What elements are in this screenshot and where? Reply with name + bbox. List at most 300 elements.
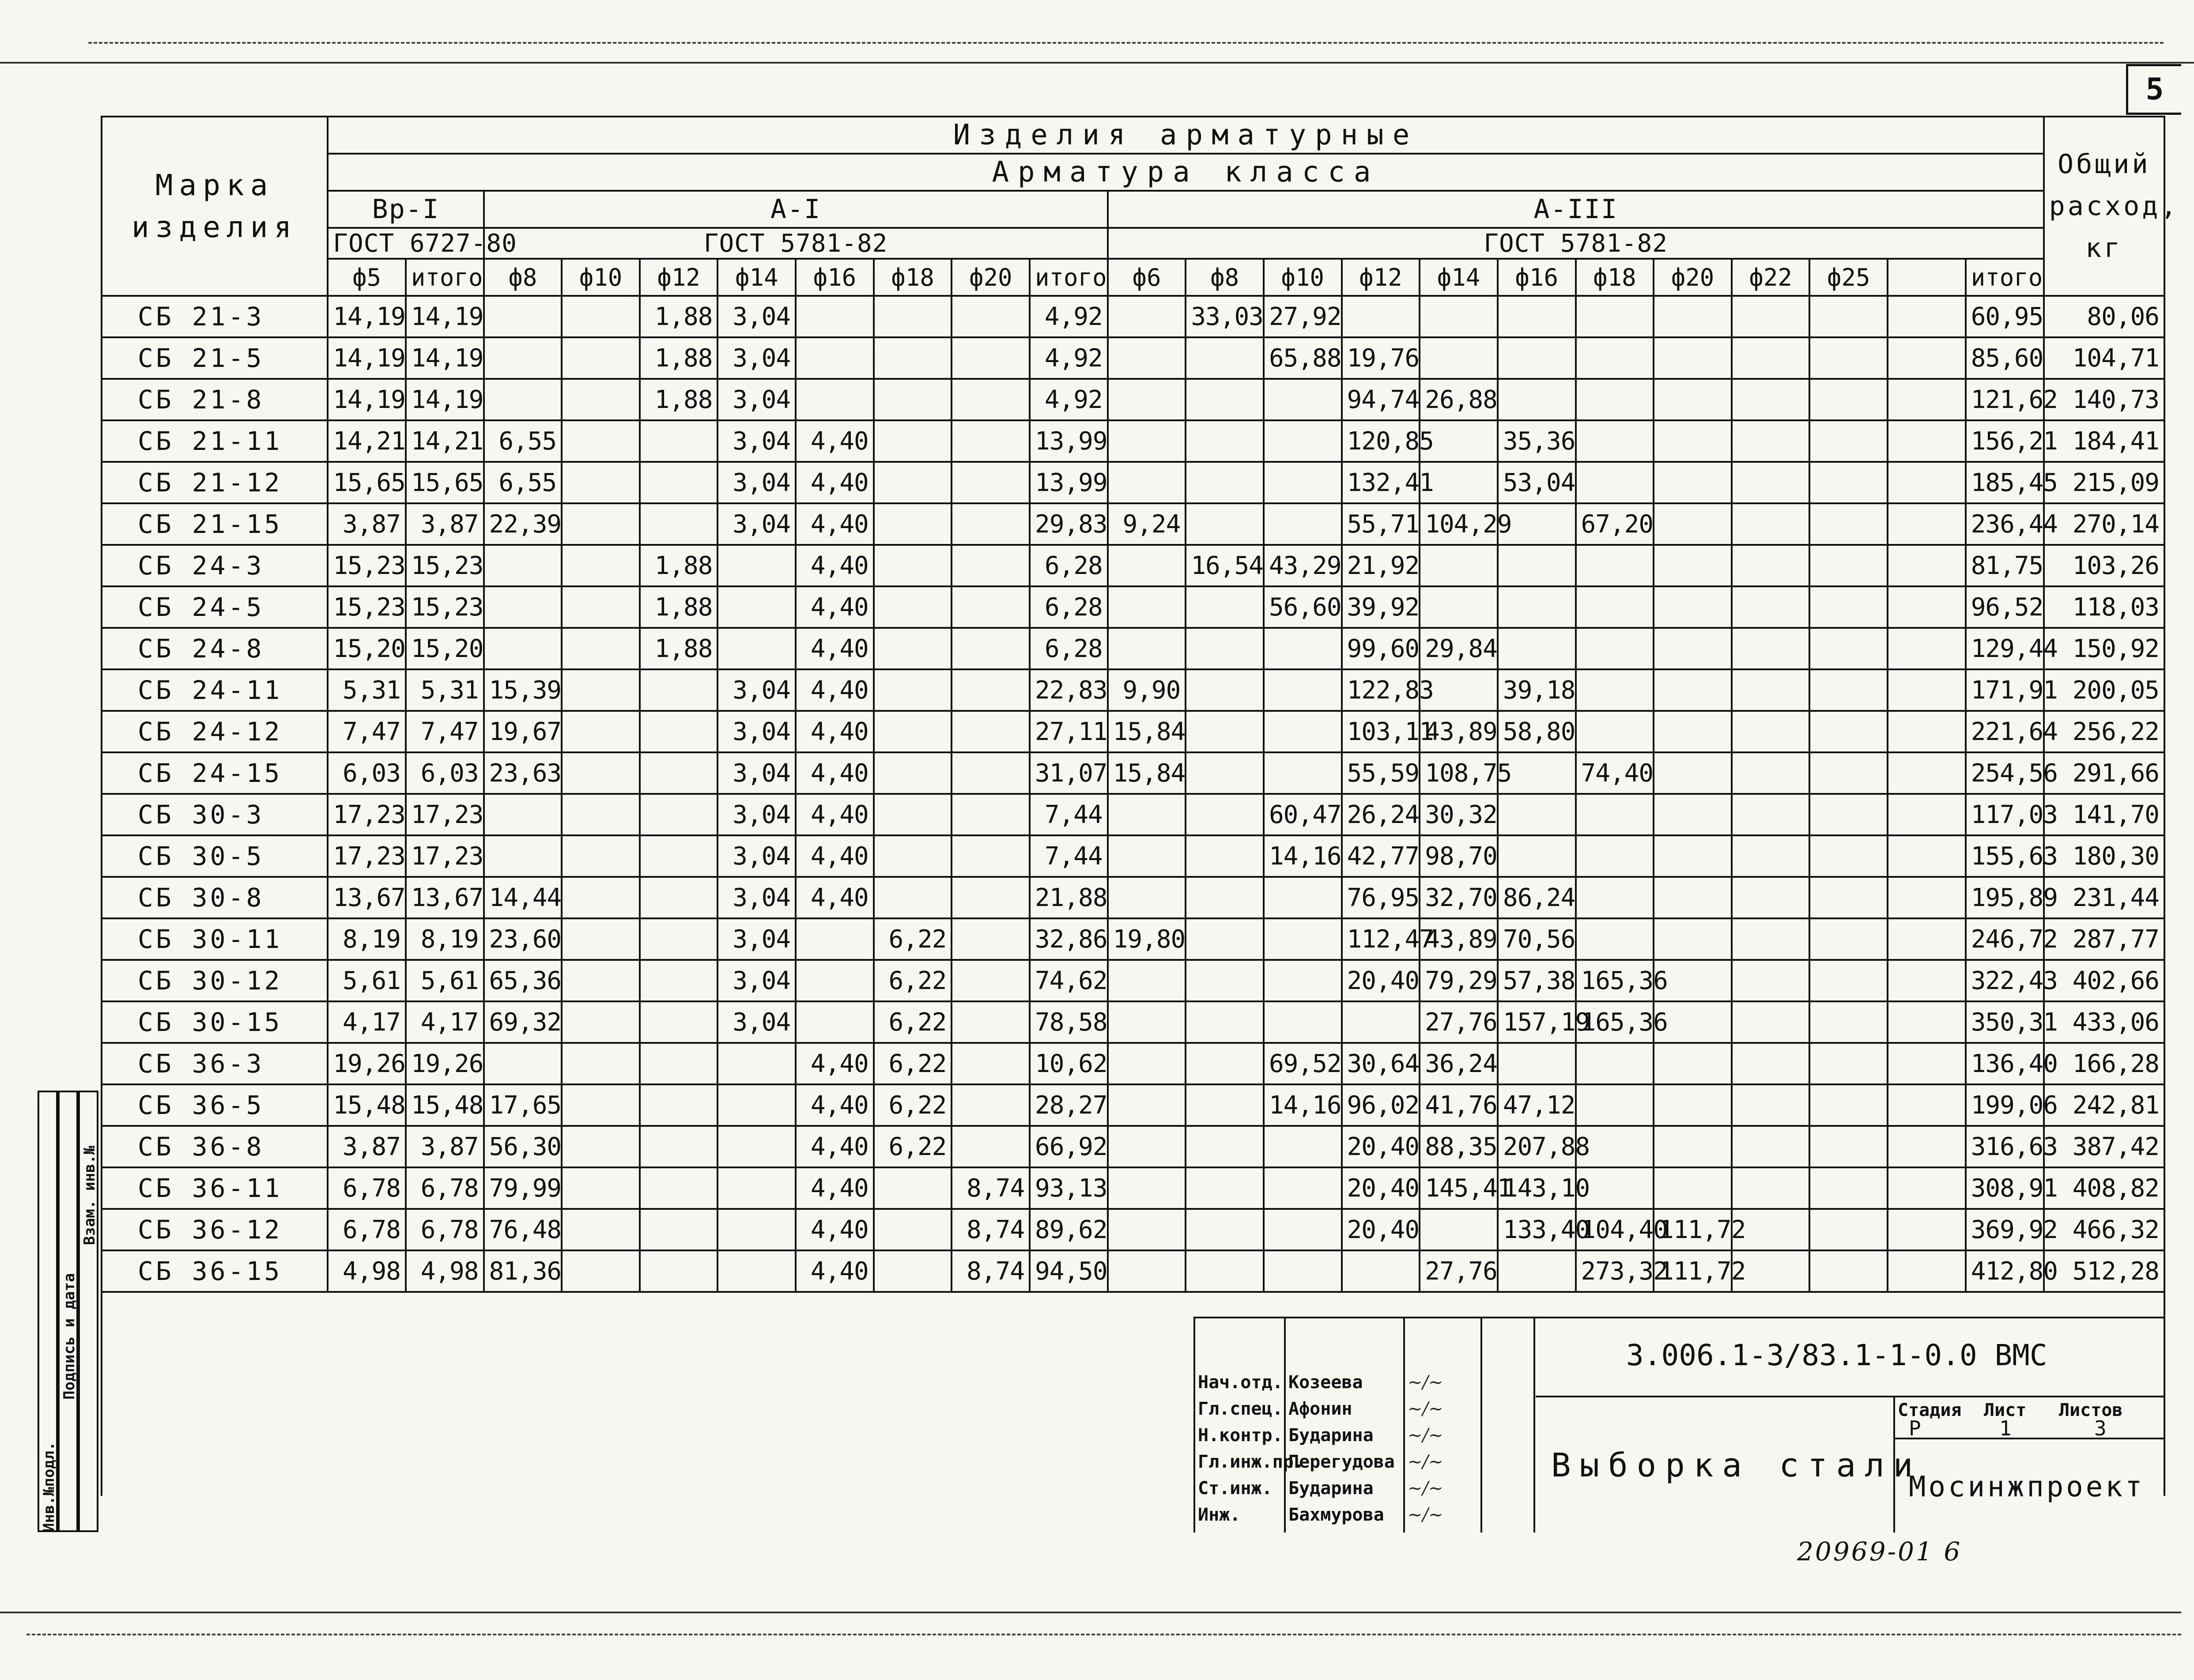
mass-cell: 55,59 bbox=[1342, 752, 1420, 794]
mass-cell bbox=[1264, 1250, 1342, 1292]
mass-cell: 3,87 bbox=[406, 503, 484, 545]
mass-cell bbox=[640, 503, 718, 545]
column-header-10: ф6 bbox=[1108, 259, 1186, 296]
mass-cell: 112,47 bbox=[1342, 918, 1420, 960]
mass-cell bbox=[1888, 296, 1966, 337]
table-row bbox=[102, 628, 2164, 669]
mass-cell: 150,92 bbox=[2044, 628, 2164, 669]
products-header: Изделия арматурные bbox=[328, 117, 2043, 154]
mass-cell bbox=[1576, 462, 1654, 503]
mass-cell: 104,29 bbox=[1420, 503, 1498, 545]
column-header-19: ф25 bbox=[1809, 259, 1888, 296]
mass-cell: 1,88 bbox=[640, 296, 718, 337]
mass-cell bbox=[1732, 1167, 1810, 1209]
product-mark-cell: СБ 24-3 bbox=[102, 545, 328, 586]
mass-cell bbox=[1732, 794, 1810, 835]
mass-cell: 1,88 bbox=[640, 337, 718, 379]
group-a1: A-I bbox=[484, 191, 1108, 228]
mass-cell: 14,19 bbox=[406, 379, 484, 420]
mass-cell: 171,91 bbox=[1966, 669, 2044, 711]
mass-cell bbox=[1809, 420, 1888, 462]
mass-cell bbox=[1576, 586, 1654, 628]
table-row bbox=[102, 1126, 2164, 1167]
mass-cell bbox=[562, 1043, 640, 1084]
mass-cell: 103,26 bbox=[2044, 545, 2164, 586]
mass-cell bbox=[1576, 379, 1654, 420]
column-header-18: ф22 bbox=[1732, 259, 1810, 296]
mass-cell bbox=[874, 545, 952, 586]
mass-cell bbox=[1809, 545, 1888, 586]
mass-cell bbox=[717, 1043, 796, 1084]
mass-cell bbox=[1264, 1126, 1342, 1167]
product-mark-cell: СБ 24-12 bbox=[102, 711, 328, 752]
mass-cell: 322,43 bbox=[1966, 960, 2044, 1001]
mass-cell bbox=[640, 960, 718, 1001]
mass-cell bbox=[952, 1084, 1030, 1126]
mass-cell bbox=[1654, 794, 1732, 835]
mass-cell bbox=[1186, 1043, 1264, 1084]
mass-cell bbox=[1654, 1167, 1732, 1209]
mass-cell: 56,60 bbox=[1264, 586, 1342, 628]
mass-cell: 254,56 bbox=[1966, 752, 2044, 794]
mass-cell: 14,19 bbox=[328, 337, 406, 379]
mass-cell bbox=[874, 337, 952, 379]
mass-cell bbox=[1888, 586, 1966, 628]
mass-cell bbox=[1342, 1250, 1420, 1292]
mass-cell bbox=[640, 420, 718, 462]
mass-cell: 6,03 bbox=[406, 752, 484, 794]
mass-cell bbox=[1498, 835, 1576, 877]
mass-cell bbox=[1264, 1001, 1342, 1043]
mass-cell: 108,75 bbox=[1420, 752, 1498, 794]
mass-cell bbox=[640, 752, 718, 794]
mass-cell: 4,98 bbox=[406, 1250, 484, 1292]
mass-cell bbox=[952, 337, 1030, 379]
mass-cell bbox=[1888, 877, 1966, 918]
table-row bbox=[102, 1001, 2164, 1043]
mass-cell: 17,65 bbox=[484, 1084, 562, 1126]
mass-cell bbox=[1888, 1084, 1966, 1126]
mass-cell: 3,04 bbox=[717, 711, 796, 752]
mass-cell: 3,04 bbox=[717, 960, 796, 1001]
mass-cell: 9,24 bbox=[1108, 503, 1186, 545]
mass-cell: 4,40 bbox=[796, 835, 874, 877]
mass-cell: 412,80 bbox=[1966, 1250, 2044, 1292]
mass-cell bbox=[1264, 669, 1342, 711]
mass-cell bbox=[1654, 835, 1732, 877]
mass-cell bbox=[1420, 545, 1498, 586]
mass-cell: 27,76 bbox=[1420, 1001, 1498, 1043]
mass-cell bbox=[562, 794, 640, 835]
mass-cell: 4,40 bbox=[796, 1043, 874, 1084]
mass-cell: 96,02 bbox=[1342, 1084, 1420, 1126]
product-mark-cell: СБ 21-11 bbox=[102, 420, 328, 462]
mass-cell bbox=[640, 918, 718, 960]
mass-cell: 69,32 bbox=[484, 1001, 562, 1043]
signature-names: Козеева Афонин Бударина Перегудова Бударина Бахмурова bbox=[1288, 1372, 1395, 1525]
mass-cell: 120,85 bbox=[1342, 420, 1420, 462]
table-row bbox=[102, 296, 2164, 337]
mass-cell: 88,35 bbox=[1420, 1126, 1498, 1167]
side-replace-label: Взам. инв.№ bbox=[81, 1145, 98, 1245]
mass-cell: 6,55 bbox=[484, 420, 562, 462]
product-mark-cell: СБ 36-12 bbox=[102, 1209, 328, 1250]
table-row bbox=[102, 462, 2164, 503]
mass-cell: 80,06 bbox=[2044, 296, 2164, 337]
mass-cell bbox=[952, 296, 1030, 337]
mass-cell: 1,88 bbox=[640, 628, 718, 669]
mass-cell bbox=[1420, 337, 1498, 379]
mass-cell: 4,40 bbox=[796, 462, 874, 503]
mass-cell bbox=[562, 337, 640, 379]
steel-specification-table bbox=[101, 116, 2179, 1496]
mass-cell: 4,40 bbox=[796, 420, 874, 462]
mass-cell bbox=[1888, 752, 1966, 794]
mass-cell bbox=[1576, 337, 1654, 379]
mass-cell bbox=[1888, 1250, 1966, 1292]
mass-cell: 20,40 bbox=[1342, 1209, 1420, 1250]
mass-cell: 43,29 bbox=[1264, 545, 1342, 586]
mass-cell bbox=[1654, 462, 1732, 503]
column-header-9: итого bbox=[1030, 259, 1108, 296]
mass-cell bbox=[1888, 794, 1966, 835]
mass-cell bbox=[484, 296, 562, 337]
group-a3: A-III bbox=[1108, 191, 2044, 228]
product-mark-cell: СБ 30-8 bbox=[102, 877, 328, 918]
mass-cell bbox=[952, 1043, 1030, 1084]
mass-cell: 14,19 bbox=[328, 296, 406, 337]
product-mark-cell: СБ 36-5 bbox=[102, 1084, 328, 1126]
mass-cell: 67,20 bbox=[1576, 503, 1654, 545]
mass-cell: 6,22 bbox=[874, 1001, 952, 1043]
mass-cell: 14,19 bbox=[406, 337, 484, 379]
mass-cell: 6,28 bbox=[1030, 628, 1108, 669]
mass-cell: 60,47 bbox=[1264, 794, 1342, 835]
mass-cell: 19,26 bbox=[406, 1043, 484, 1084]
mass-cell: 22,39 bbox=[484, 503, 562, 545]
mass-cell bbox=[1108, 877, 1186, 918]
mass-cell bbox=[562, 752, 640, 794]
mass-cell bbox=[1264, 628, 1342, 669]
mass-cell: 74,62 bbox=[1030, 960, 1108, 1001]
mass-cell bbox=[484, 628, 562, 669]
mass-cell bbox=[562, 1084, 640, 1126]
mass-cell bbox=[1108, 1209, 1186, 1250]
mass-cell bbox=[717, 586, 796, 628]
column-header-0: ф5 bbox=[328, 259, 406, 296]
column-header-17: ф20 bbox=[1654, 259, 1732, 296]
mass-cell: 39,18 bbox=[1498, 669, 1576, 711]
bottom-edge-line bbox=[0, 1612, 2181, 1613]
mass-cell bbox=[952, 462, 1030, 503]
mass-cell: 143,10 bbox=[1498, 1167, 1576, 1209]
product-mark-cell: СБ 30-15 bbox=[102, 1001, 328, 1043]
mass-cell: 15,20 bbox=[328, 628, 406, 669]
mass-cell: 27,11 bbox=[1030, 711, 1108, 752]
mass-cell: 15,84 bbox=[1108, 711, 1186, 752]
mass-cell bbox=[1186, 669, 1264, 711]
mass-cell bbox=[1888, 918, 1966, 960]
mass-cell bbox=[640, 711, 718, 752]
mass-cell bbox=[1576, 794, 1654, 835]
mass-cell: 56,30 bbox=[484, 1126, 562, 1167]
mass-cell: 14,16 bbox=[1264, 1084, 1342, 1126]
mass-cell: 8,19 bbox=[406, 918, 484, 960]
mass-cell bbox=[874, 1167, 952, 1209]
mass-cell bbox=[874, 711, 952, 752]
mass-cell bbox=[640, 1084, 718, 1126]
mass-cell bbox=[1732, 545, 1810, 586]
column-header-5: ф14 bbox=[717, 259, 796, 296]
mass-cell: 86,24 bbox=[1498, 877, 1576, 918]
mass-cell bbox=[1186, 1126, 1264, 1167]
mass-cell bbox=[796, 379, 874, 420]
gost-bp1: ГОСТ 6727-80 bbox=[328, 228, 483, 259]
mass-cell bbox=[640, 877, 718, 918]
mass-cell bbox=[952, 711, 1030, 752]
mass-cell: 20,40 bbox=[1342, 1126, 1420, 1167]
sheet-value: 1 bbox=[1999, 1416, 2012, 1440]
mass-cell bbox=[1888, 835, 1966, 877]
mass-cell bbox=[1498, 296, 1576, 337]
mass-cell: 9,90 bbox=[1108, 669, 1186, 711]
mass-cell: 231,44 bbox=[2044, 877, 2164, 918]
mass-cell: 3,87 bbox=[406, 1126, 484, 1167]
mass-cell bbox=[1264, 1167, 1342, 1209]
mass-cell: 94,74 bbox=[1342, 379, 1420, 420]
table-row bbox=[102, 711, 2164, 752]
mass-cell: 28,27 bbox=[1030, 1084, 1108, 1126]
mass-cell bbox=[1186, 1084, 1264, 1126]
mass-cell bbox=[1809, 1209, 1888, 1250]
mass-cell: 29,84 bbox=[1420, 628, 1498, 669]
mass-cell bbox=[1186, 1167, 1264, 1209]
mass-cell: 15,23 bbox=[406, 545, 484, 586]
mass-cell: 195,89 bbox=[1966, 877, 2044, 918]
mass-cell: 141,70 bbox=[2044, 794, 2164, 835]
column-header-1: итого bbox=[406, 259, 484, 296]
mass-cell bbox=[562, 835, 640, 877]
mass-cell bbox=[1186, 379, 1264, 420]
column-header-21: итого bbox=[1966, 259, 2044, 296]
mass-cell: 3,87 bbox=[328, 503, 406, 545]
mass-cell: 99,60 bbox=[1342, 628, 1420, 669]
mass-cell bbox=[1809, 711, 1888, 752]
mass-cell bbox=[1888, 1001, 1966, 1043]
mass-cell bbox=[1809, 379, 1888, 420]
mass-cell: 47,12 bbox=[1498, 1084, 1576, 1126]
mass-cell bbox=[1809, 628, 1888, 669]
mass-cell: 1,88 bbox=[640, 379, 718, 420]
mass-cell: 4,92 bbox=[1030, 337, 1108, 379]
mass-cell bbox=[952, 1001, 1030, 1043]
mass-cell bbox=[874, 462, 952, 503]
mass-cell: 4,98 bbox=[328, 1250, 406, 1292]
mass-cell bbox=[1809, 462, 1888, 503]
mass-cell bbox=[1654, 628, 1732, 669]
mass-cell: 70,56 bbox=[1498, 918, 1576, 960]
mass-cell: 3,04 bbox=[717, 669, 796, 711]
mass-cell: 5,61 bbox=[406, 960, 484, 1001]
column-header-8: ф20 bbox=[952, 259, 1030, 296]
mass-cell: 4,40 bbox=[796, 545, 874, 586]
table-row bbox=[102, 669, 2164, 711]
mass-cell: 199,06 bbox=[1966, 1084, 2044, 1126]
mass-cell: 79,29 bbox=[1420, 960, 1498, 1001]
mass-cell bbox=[1186, 420, 1264, 462]
mass-cell: 132,41 bbox=[1342, 462, 1420, 503]
mass-cell: 22,83 bbox=[1030, 669, 1108, 711]
mass-cell bbox=[1264, 960, 1342, 1001]
product-mark-cell: СБ 21-5 bbox=[102, 337, 328, 379]
product-mark-cell: СБ 36-11 bbox=[102, 1167, 328, 1209]
mass-cell bbox=[1732, 420, 1810, 462]
table-row bbox=[102, 1043, 2164, 1084]
mass-cell bbox=[717, 1167, 796, 1209]
mass-cell bbox=[1732, 1001, 1810, 1043]
mass-cell bbox=[640, 1126, 718, 1167]
product-mark-cell: СБ 24-8 bbox=[102, 628, 328, 669]
mass-cell: 6,22 bbox=[874, 918, 952, 960]
mass-cell bbox=[484, 586, 562, 628]
group-bp1: Вр-I bbox=[328, 191, 483, 228]
mass-cell bbox=[1108, 960, 1186, 1001]
mass-cell bbox=[952, 835, 1030, 877]
table-row bbox=[102, 1250, 2164, 1292]
column-header-15: ф16 bbox=[1498, 259, 1576, 296]
mass-cell bbox=[1342, 1001, 1420, 1043]
mass-cell bbox=[1888, 628, 1966, 669]
mass-cell bbox=[1809, 586, 1888, 628]
product-mark-cell: СБ 21-8 bbox=[102, 379, 328, 420]
mass-cell bbox=[1732, 462, 1810, 503]
mass-cell bbox=[1654, 1126, 1732, 1167]
mass-cell: 33,03 bbox=[1186, 296, 1264, 337]
mass-cell bbox=[952, 545, 1030, 586]
mass-cell: 14,19 bbox=[328, 379, 406, 420]
mass-cell bbox=[874, 1209, 952, 1250]
mass-cell bbox=[1498, 379, 1576, 420]
mass-cell: 4,40 bbox=[796, 1209, 874, 1250]
mass-cell: 23,60 bbox=[484, 918, 562, 960]
mass-cell: 14,19 bbox=[406, 296, 484, 337]
mass-cell: 8,74 bbox=[952, 1167, 1030, 1209]
mass-cell bbox=[1108, 835, 1186, 877]
mass-cell bbox=[1888, 420, 1966, 462]
mass-cell bbox=[1108, 586, 1186, 628]
mass-cell bbox=[874, 752, 952, 794]
mass-cell: 184,41 bbox=[2044, 420, 2164, 462]
mass-cell: 433,06 bbox=[2044, 1001, 2164, 1043]
table-row bbox=[102, 503, 2164, 545]
table-row bbox=[102, 420, 2164, 462]
mass-cell bbox=[484, 794, 562, 835]
mass-cell: 7,47 bbox=[406, 711, 484, 752]
mass-cell bbox=[717, 1084, 796, 1126]
mass-cell: 103,11 bbox=[1342, 711, 1420, 752]
mass-cell: 32,86 bbox=[1030, 918, 1108, 960]
mass-cell bbox=[640, 669, 718, 711]
product-mark-cell: СБ 30-3 bbox=[102, 794, 328, 835]
mass-cell: 180,30 bbox=[2044, 835, 2164, 877]
product-mark-cell: СБ 30-12 bbox=[102, 960, 328, 1001]
mass-cell bbox=[1186, 503, 1264, 545]
table-row bbox=[102, 752, 2164, 794]
mass-cell: 32,70 bbox=[1420, 877, 1498, 918]
mass-cell: 21,92 bbox=[1342, 545, 1420, 586]
mass-cell: 5,31 bbox=[406, 669, 484, 711]
mass-cell bbox=[1654, 503, 1732, 545]
mass-cell: 96,52 bbox=[1966, 586, 2044, 628]
mass-cell bbox=[1108, 794, 1186, 835]
mass-cell bbox=[1809, 752, 1888, 794]
mass-cell bbox=[1732, 669, 1810, 711]
mass-cell bbox=[640, 1001, 718, 1043]
mass-cell bbox=[952, 918, 1030, 960]
mass-cell bbox=[952, 628, 1030, 669]
mass-cell: 93,13 bbox=[1030, 1167, 1108, 1209]
mass-cell bbox=[1654, 1043, 1732, 1084]
mark-header: Марка изделия bbox=[102, 117, 328, 296]
mass-cell bbox=[1732, 752, 1810, 794]
mass-cell bbox=[1654, 669, 1732, 711]
mass-cell: 89,62 bbox=[1030, 1209, 1108, 1250]
mass-cell: 66,92 bbox=[1030, 1126, 1108, 1167]
mass-cell bbox=[1576, 1084, 1654, 1126]
mass-cell bbox=[484, 835, 562, 877]
mass-cell bbox=[1732, 379, 1810, 420]
mass-cell bbox=[1576, 877, 1654, 918]
mass-cell: 287,77 bbox=[2044, 918, 2164, 960]
mass-cell: 3,04 bbox=[717, 752, 796, 794]
column-header-7: ф18 bbox=[874, 259, 952, 296]
mass-cell bbox=[640, 835, 718, 877]
mass-cell bbox=[1732, 503, 1810, 545]
mass-cell: 140,73 bbox=[2044, 379, 2164, 420]
mass-cell: 512,28 bbox=[2044, 1250, 2164, 1292]
mass-cell: 3,04 bbox=[717, 379, 796, 420]
mass-cell bbox=[1888, 960, 1966, 1001]
mass-cell bbox=[1498, 628, 1576, 669]
mass-cell: 69,52 bbox=[1264, 1043, 1342, 1084]
mass-cell bbox=[1186, 960, 1264, 1001]
mass-cell: 14,21 bbox=[328, 420, 406, 462]
mass-cell bbox=[1809, 1084, 1888, 1126]
mass-cell bbox=[1186, 711, 1264, 752]
mass-cell: 26,88 bbox=[1420, 379, 1498, 420]
mass-cell bbox=[1654, 752, 1732, 794]
mass-cell bbox=[1654, 877, 1732, 918]
signature-roles: Нач.отд. Гл.спец. Н.контр. Гл.инж.пр. Ст.инж. Инж. bbox=[1198, 1372, 1304, 1525]
mass-cell: 3,04 bbox=[717, 420, 796, 462]
mass-cell: 408,82 bbox=[2044, 1167, 2164, 1209]
mass-cell bbox=[1732, 1126, 1810, 1167]
mass-cell: 117,03 bbox=[1966, 794, 2044, 835]
column-header-4: ф12 bbox=[640, 259, 718, 296]
mass-cell bbox=[1108, 1250, 1186, 1292]
mass-cell bbox=[1420, 1209, 1498, 1250]
mass-cell: 4,40 bbox=[796, 1126, 874, 1167]
mass-cell bbox=[1809, 1043, 1888, 1084]
mass-cell: 104,40 bbox=[1576, 1209, 1654, 1250]
mass-cell bbox=[874, 669, 952, 711]
mass-cell: 4,40 bbox=[796, 1167, 874, 1209]
mass-cell: 6,78 bbox=[328, 1167, 406, 1209]
mass-cell bbox=[1186, 1209, 1264, 1250]
mass-cell bbox=[1809, 669, 1888, 711]
mass-cell: 6,28 bbox=[1030, 545, 1108, 586]
mass-cell: 166,28 bbox=[2044, 1043, 2164, 1084]
